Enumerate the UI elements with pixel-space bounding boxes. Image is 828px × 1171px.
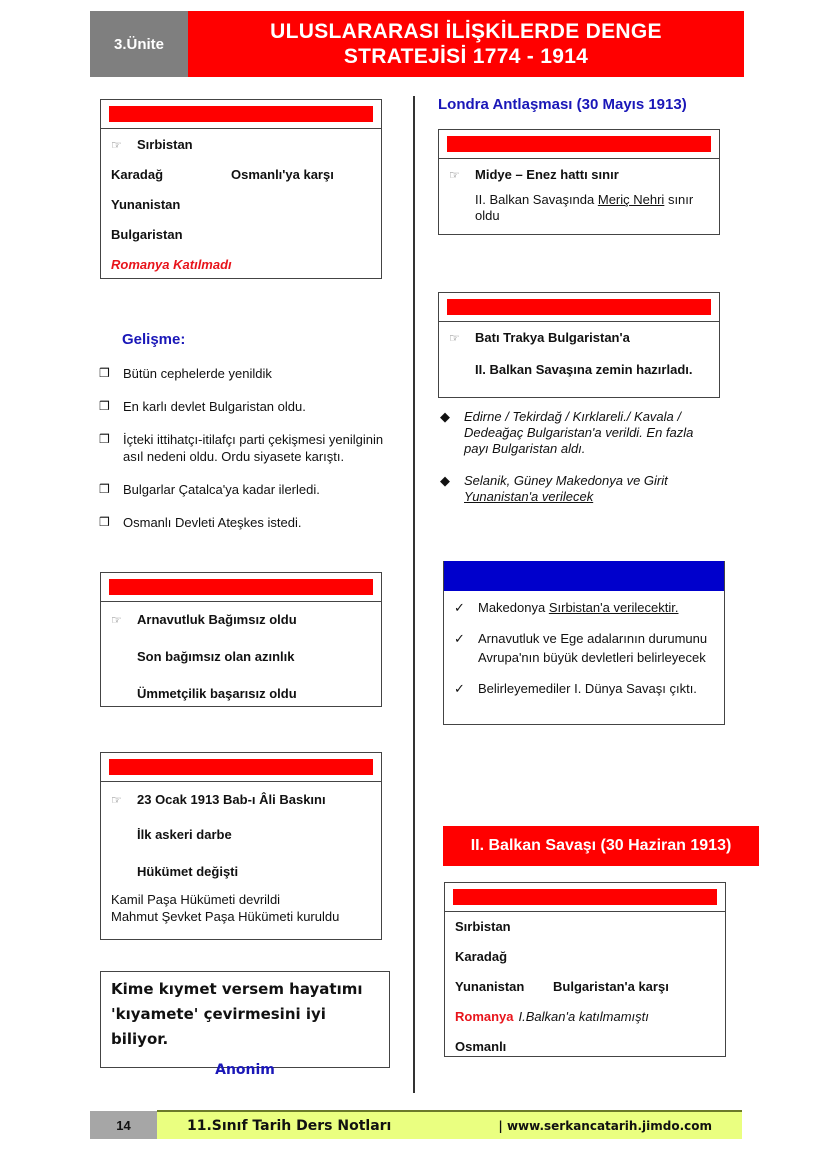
red-title-bar	[447, 136, 711, 152]
box-header	[101, 100, 381, 129]
item-text: Bütün cephelerde yenildik	[123, 366, 272, 381]
checkmark-icon: ✓	[454, 631, 465, 646]
meric-river-text: Meriç Nehri	[597, 192, 665, 207]
pointing-hand-icon: ☞	[449, 331, 460, 345]
column-divider	[413, 96, 415, 1093]
albania-box	[100, 572, 382, 707]
thrace-box	[438, 292, 720, 398]
footer-url-link[interactable]: | www.serkancatarih.jimdo.com	[498, 1118, 712, 1133]
box-header	[101, 573, 381, 602]
item-text: Yunanistan	[455, 979, 525, 994]
item-text: Osmanlı Devleti Ateşkes istedi.	[123, 515, 302, 530]
romania-text: Romanya	[455, 1009, 514, 1024]
title-text: II. Balkan Savaşı (30 Haziran 1913)	[470, 837, 732, 854]
alliance-box	[100, 99, 382, 279]
item-text: Arnavutluk ve Ege adalarının durumunu Avrupa'nın büyük devletleri belirleyecek	[478, 631, 708, 665]
item-text: İçteki ittihatçı-itilafçı parti çekişmesi yenilginin asıl nedeni oldu. Ordu siyasete karıştı.	[123, 432, 384, 464]
check-item	[454, 629, 714, 667]
checkbox-bullet-icon: ❒	[99, 432, 110, 446]
item-text: Hükümet değişti	[137, 864, 239, 879]
bullet-text: Selanik, Güney Makedonya ve Girit	[464, 473, 668, 488]
check-item	[454, 679, 714, 698]
quote-author: Anonim	[215, 1062, 275, 1078]
item-text: Bulgarlar Çatalca'ya kadar ilerledi.	[123, 482, 320, 497]
pointing-hand-icon: ☞	[449, 168, 460, 182]
quote-line-1: Kime kıymet versem hayatımı	[111, 980, 363, 998]
territory-bullets	[440, 409, 720, 521]
page-number-text: 14	[116, 1117, 131, 1133]
border-box	[438, 129, 720, 235]
list-item	[99, 481, 385, 498]
box-header	[101, 753, 381, 782]
bullet-underlined-text: Yunanistan'a verilecek	[464, 489, 594, 504]
item-text: Bulgaristan	[111, 227, 183, 242]
romania-note: I.Balkan'a katılmamıştı	[518, 1009, 649, 1024]
macedonia-box	[443, 561, 725, 725]
gelisme-list	[99, 365, 385, 545]
pointing-hand-icon: ☞	[111, 793, 122, 807]
unit-text: 3.Ünite	[113, 35, 164, 53]
box-header	[439, 130, 719, 159]
bullet-item	[440, 473, 720, 505]
note-line: Kamil Paşa Hükümeti devrildi	[111, 892, 281, 907]
item-text: Karadağ	[111, 167, 164, 182]
check-item	[454, 598, 714, 617]
item-text: Makedonya	[478, 600, 549, 615]
against-text: Bulgaristan'a karşı	[553, 979, 669, 994]
footer-bar	[157, 1110, 742, 1139]
item-text: Son bağımsız olan azınlık	[137, 649, 295, 664]
item-text: Midye – Enez hattı sınır	[475, 167, 619, 182]
item-text: Arnavutluk Bağımsız oldu	[137, 612, 297, 627]
diamond-bullet-icon: ◆	[440, 409, 450, 424]
list-item	[99, 398, 385, 415]
item-text: Sırbistan	[137, 137, 193, 152]
babiali-box	[100, 752, 382, 940]
bullet-item	[440, 409, 720, 457]
note-text: II. Balkan Savaşında	[475, 192, 598, 207]
note-line: Mahmut Şevket Paşa Hükümeti kuruldu	[111, 909, 340, 924]
second-balkan-war-title	[443, 826, 759, 866]
diamond-bullet-icon: ◆	[440, 473, 450, 488]
checkmark-icon: ✓	[454, 681, 465, 696]
red-title-bar	[453, 889, 717, 905]
quote-box	[100, 971, 390, 1078]
red-title-bar	[109, 759, 373, 775]
item-text: Batı Trakya Bulgaristan'a	[475, 330, 630, 345]
item-text: Yunanistan	[111, 197, 181, 212]
footer-title: 11.Sınıf Tarih Ders Notları	[187, 1117, 392, 1134]
gelisme-title: Gelişme:	[122, 331, 186, 348]
page-title	[188, 11, 744, 77]
title-line-2: STRATEJİSİ 1774 - 1914	[343, 45, 589, 68]
item-text: Ümmetçilik başarısız oldu	[137, 686, 297, 701]
checkbox-bullet-icon: ❒	[99, 399, 110, 413]
romania-note: Romanya Katılmadı	[111, 257, 232, 272]
item-text: Belirleyemediler I. Dünya Savaşı çıktı.	[478, 681, 697, 696]
unit-label	[90, 11, 188, 77]
red-title-bar	[447, 299, 711, 315]
red-title-bar	[109, 106, 373, 122]
box-header	[445, 883, 725, 912]
item-text: 23 Ocak 1913 Bab-ı Âli Baskını	[137, 792, 326, 807]
london-treaty-title: Londra Antlaşması (30 Mayıs 1913)	[438, 96, 687, 113]
checkbox-bullet-icon: ❒	[99, 515, 110, 529]
box-header	[439, 293, 719, 322]
item-text: II. Balkan Savaşına zemin hazırladı.	[475, 362, 693, 377]
bullet-text: Edirne / Tekirdağ / Kırklareli./ Kavala / Dedeağaç Bulgaristan'a verildi. En fazla payı Bulgaristan aldı.	[464, 409, 694, 456]
blue-title-bar	[444, 561, 724, 591]
page-number	[90, 1111, 157, 1139]
meric-note	[449, 192, 709, 224]
list-item	[99, 365, 385, 382]
second-balkan-box	[444, 882, 726, 1057]
against-text: Osmanlı'ya karşı	[231, 167, 334, 182]
red-title-bar	[109, 579, 373, 595]
checkmark-icon: ✓	[454, 600, 465, 615]
list-item	[99, 514, 385, 531]
checkbox-bullet-icon: ❒	[99, 366, 110, 380]
item-text: Sırbistan	[455, 919, 511, 934]
quote-line-2: 'kıyamete' çevirmesini iyi biliyor.	[111, 1005, 326, 1048]
pointing-hand-icon: ☞	[111, 613, 122, 627]
item-text: Karadağ	[455, 949, 508, 964]
title-line-1: ULUSLARARASI İLİŞKİLERDE DENGE	[270, 20, 662, 43]
item-text: Osmanlı	[455, 1039, 507, 1054]
list-item	[99, 431, 385, 465]
note-text: sınır oldu	[475, 192, 694, 223]
checkbox-bullet-icon: ❒	[99, 482, 110, 496]
item-text: İlk askeri darbe	[137, 827, 232, 842]
item-text: En karlı devlet Bulgaristan oldu.	[123, 399, 306, 414]
pointing-hand-icon: ☞	[111, 138, 122, 152]
underlined-text: Sırbistan'a verilecektir.	[548, 600, 679, 615]
